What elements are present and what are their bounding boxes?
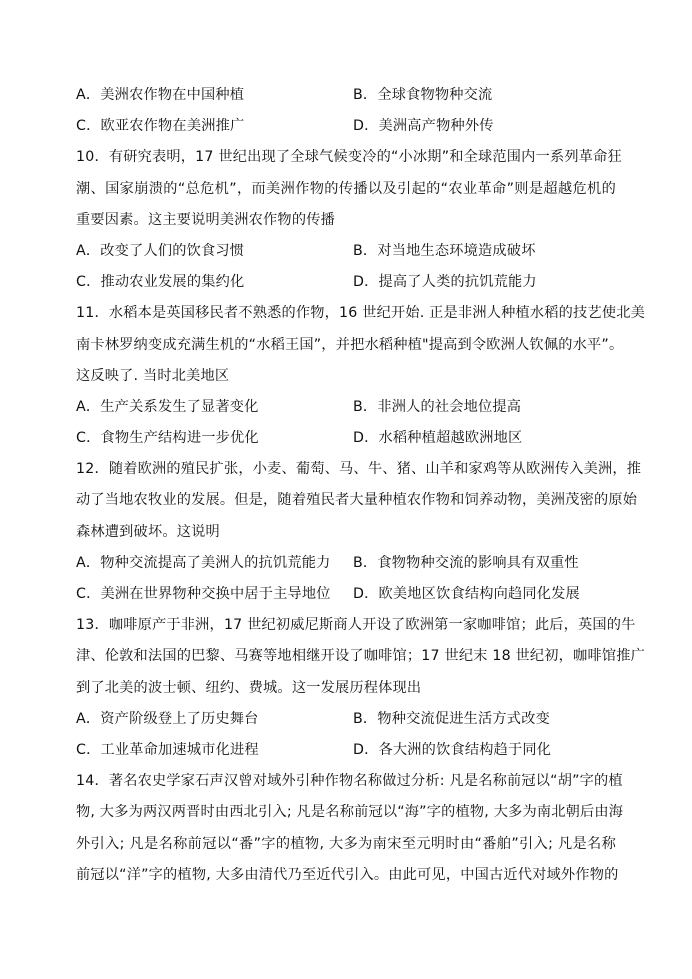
- option-c: C．欧亚农作物在美洲推广: [76, 118, 245, 135]
- options-row: [76, 111, 616, 142]
- option-a: A．物种交流提高了美洲人的抗饥荒能力: [76, 554, 331, 571]
- option-a: A．改变了人们的饮食习惯: [76, 242, 245, 259]
- options-row: [76, 392, 616, 423]
- question-stem-line: 重要因素。这主要说明美洲农作物的传播: [76, 211, 335, 228]
- question-10: [76, 142, 622, 298]
- question-13: [76, 610, 645, 766]
- option-a: A．美洲农作物在中国种植: [76, 87, 245, 103]
- question-stem-line: 11．水稻本是英国移民者不熟悉的作物，16 世纪开始. 正是非洲人种植水稻的技艺使北美: [76, 305, 645, 322]
- question-stem-line: 前冠以“洋”字的植物, 大多由清代乃至近代引入。由此可见，中国古近代对域外作物的: [76, 866, 619, 883]
- question-12: [76, 454, 642, 610]
- question-stem-line: 物, 大多为两汉两晋时由西北引入; 凡是名称前冠以“海”字的植物, 大多为南北朝后由海: [76, 804, 624, 821]
- option-c: C．美洲在世界物种交换中居于主导地位: [76, 586, 331, 602]
- question-11: [76, 298, 645, 454]
- question-stem-line: 南卡林罗纳变成充满生机的“水稻王国”，并把水稻种植"提高到令欧洲人钦佩的水平”。: [76, 336, 624, 353]
- option-d: D．提高了人类的抗饥荒能力: [353, 274, 537, 291]
- option-a: A．资产阶级登上了历史舞台: [76, 710, 259, 727]
- question-stem-line: 这反映了. 当时北美地区: [76, 367, 230, 384]
- question-stem-line: 动了当地农牧业的发展。但是，随着殖民者大量种植农作物和饲养动物，美洲茂密的原始: [76, 492, 638, 509]
- options-row: [76, 80, 616, 111]
- option-b: B．物种交流促进生活方式改变: [353, 710, 550, 727]
- question-stem-line: 12．随着欧洲的殖民扩张，小麦、葡萄、马、牛、猪、山羊和家鸡等从欧洲传入美洲，推: [76, 461, 642, 478]
- option-d: D．美洲高产物种外传: [353, 118, 494, 135]
- options-row: [76, 704, 616, 735]
- option-d: D．各大洲的饮食结构趋于同化: [353, 741, 552, 758]
- question-stem-line: 10．有研究表明，17 世纪出现了全球气候变冷的“小冰期”和全球范围内一系列革命狂: [76, 149, 622, 166]
- options-row: [76, 579, 616, 610]
- option-a: A．生产关系发生了显著变化: [76, 398, 259, 415]
- question-stem-line: 14．著名农史学家石声汉曾对域外引种作物名称做过分析: 凡是名称前冠以“胡”字的植: [76, 773, 623, 790]
- option-d: D．水稻种植超越欧洲地区: [353, 430, 523, 447]
- option-c: C．工业革命加速城市化进程: [76, 741, 259, 758]
- option-b: B．食物物种交流的影响具有双重性: [353, 554, 579, 571]
- option-c: C．食物生产结构进一步优化: [76, 430, 259, 447]
- option-c: C．推动农业发展的集约化: [76, 274, 245, 291]
- option-b: B．对当地生态环境造成破坏: [353, 242, 536, 259]
- question-stem-line: 潮、国家崩溃的“总危机”，而美洲作物的传播以及引起的“农业革命”则是超越危机的: [76, 180, 616, 197]
- options-row: [76, 735, 616, 766]
- option-b: B．非洲人的社会地位提高: [353, 398, 522, 415]
- exam-content: [76, 80, 645, 891]
- question-14: [76, 766, 624, 891]
- question-stem-line: 到了北美的波士顿、纽约、费城。这一发展历程体现出: [76, 679, 422, 696]
- options-row: [76, 423, 616, 454]
- options-row: [76, 236, 616, 267]
- question-stem-line: 13．咖啡原产于非洲，17 世纪初威尼斯商人开设了欧洲第一家咖啡馆；此后，英国的牛: [76, 617, 636, 634]
- question-stem-line: 森林遭到破坏。这说明: [76, 523, 220, 540]
- options-row: [76, 267, 616, 298]
- question-stem-line: 津、伦敦和法国的巴黎、马赛等地相继开设了咖啡馆；17 世纪末 18 世纪初，咖啡馆推广: [76, 648, 645, 665]
- question-stem-line: 外引入; 凡是名称前冠以“番”字的植物, 大多为南宋至元明时由“番舶”引入; 凡是名称: [76, 835, 616, 852]
- options-row: [76, 548, 616, 579]
- option-b: B．全球食物物种交流: [353, 87, 493, 103]
- option-d: D．欧美地区饮食结构向趋同化发展: [353, 586, 580, 602]
